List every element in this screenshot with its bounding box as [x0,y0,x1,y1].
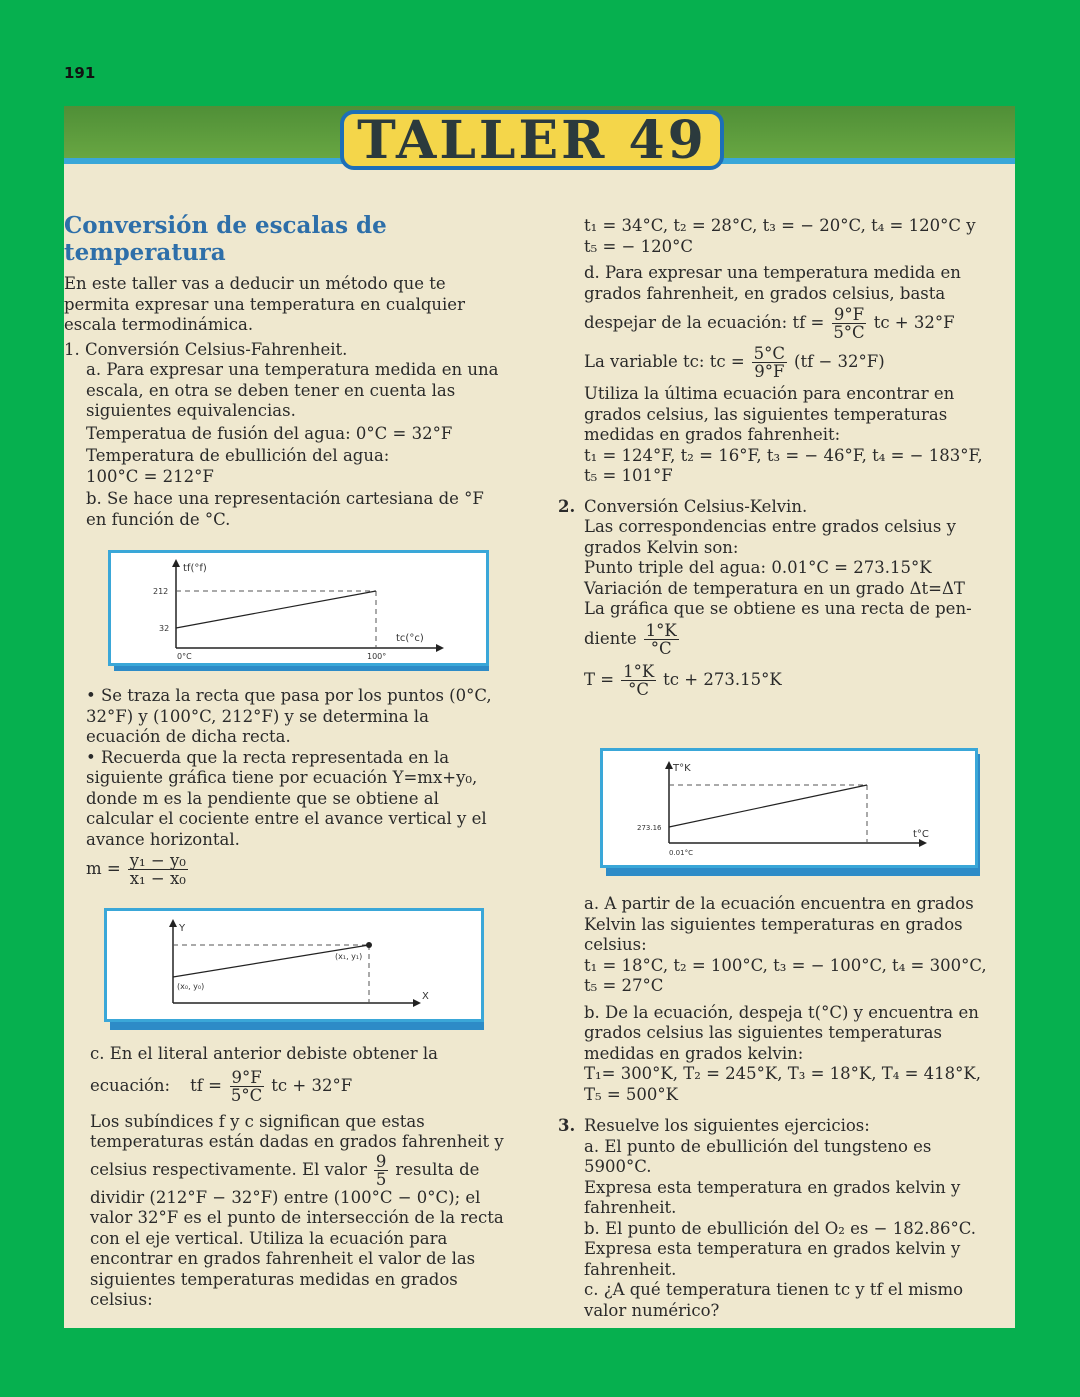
kelvin-equation [584,663,1000,698]
left-column [64,212,504,530]
left-column-2 [86,686,504,887]
graph2-x-arrow [413,999,421,1007]
s3-number: 3. [558,1116,576,1135]
s2-temps-b2: T₅ = 500°K [584,1084,679,1104]
d-eq-den: 5°C [833,323,865,342]
graph1-x-high: 100° [367,652,387,661]
s2-slope-den: °C [650,638,672,658]
s2-p3: Variación de temperatura en un grado Δt=ΔT [584,578,965,598]
s2-number: 2. [558,496,576,516]
s2-p1: Las correspondencias entre grados celsius y grados Kelvin son: [584,517,956,557]
var-den: 9°F [754,362,785,381]
graph-generic-line [104,908,484,1022]
s2-a: a. A partir de la ecuación encuentra en grados Kelvin las siguientes temperaturas en grados celsius: [584,894,974,954]
s2-p4: La gráfica que se obtiene es una recta de pen- [584,599,972,618]
graph-celsius-fahrenheit [108,550,489,666]
graph3-x-arrow [919,839,927,847]
title-badge [340,110,724,170]
s3-a1: a. El punto de ebullición del tungsteno es 5900°C. [584,1136,932,1176]
s3-a2: Expresa esta temperatura en grados kelvin y fahrenheit. [584,1177,961,1217]
s2-slope-fraction [644,622,679,657]
slope-kelvin [584,622,1000,657]
temps2-a: t₁ = 124°F, t₂ = 16°F, t₃ = − 46°F, t₄ = − 183°F, [584,445,983,465]
ratio-fraction [374,1153,389,1188]
s2-title: Conversión Celsius-Kelvin. [584,496,808,516]
var-label: La variable tc: tc = [584,352,745,372]
s3-b1: b. El punto de ebullición del O₂ es − 182.86°C. [584,1218,976,1238]
s3-b2: Expresa esta temperatura en grados kelvin y fahrenheit. [584,1239,961,1279]
slope-den: x₁ − x₀ [129,869,186,888]
s1-d: d. Para expresar una temperatura medida en grados fahrenheit, en grados celsius, basta [584,263,961,303]
graph2-p2: (x₁, y₁) [335,952,363,961]
ratio-text-a: celsius respectivamente. El valor [90,1159,367,1179]
c-eq-den: 5°C [230,1085,263,1105]
graph1-svg [111,553,486,663]
c-equation [90,1069,506,1104]
value-ratio-line [90,1153,506,1188]
section-heading: Conversión de escalas de temperatura [64,212,387,266]
graph1-x-zero: 0°C [177,652,192,661]
var-rhs: (tf − 32°F) [794,352,885,372]
graph3-x-label: t°C [913,829,929,840]
c-eq-label: ecuación: [90,1075,171,1095]
var-num: 5°C [753,344,786,363]
s3-title: Resuelve los siguientes ejercicios: [584,1116,870,1135]
graph2-y-arrow [169,919,177,927]
s2-b: b. De la ecuación, despeja t(°C) y encuentra en grados celsius las siguientes temperaturas medidas en grados kelvin: [584,1002,979,1063]
T-den: °C [628,679,650,699]
graph1-line [176,591,376,628]
s1-ebullicion-value: 100°C = 212°F [86,466,214,486]
graph3-line [669,785,867,827]
s2-slope-num: 1°K [645,620,677,640]
ratio-num: 9 [375,1151,387,1171]
s3-c: c. ¿A qué temperatura tienen tc y tf el mismo valor numérico? [584,1280,964,1320]
s2-temps-a2: t₅ = 27°C [584,976,664,995]
variable-equation [558,345,1000,380]
graph1-y-high: 212 [153,587,169,596]
ratio-den: 5 [375,1169,387,1189]
T-lhs: T = [584,669,615,689]
slope-formula [86,852,504,887]
graph-celsius-kelvin [600,748,978,868]
graph3-y-value: 273.16 [637,824,662,832]
s2-temps-a1: t₁ = 18°C, t₂ = 100°C, t₃ = − 100°C, t₄ = 300°C, [584,955,987,975]
graph2-point [366,942,372,948]
graph3-svg [603,751,975,865]
s2-p2: Punto triple del agua: 0.01°C = 273.15°K [584,558,932,577]
slope-fraction [128,852,188,887]
graph1-x-arrow [436,644,444,652]
s3-body [558,1116,1000,1321]
graph2-p1: (x₀, y₀) [177,982,205,991]
graph2-svg [107,911,481,1019]
right-column [558,216,1000,698]
page-title: TALLER 49 [357,110,707,171]
graph2-y-label: Y [179,923,186,934]
d-eq-num: 9°F [833,305,865,324]
worksheet-page [64,106,1015,1328]
T-rhs: tc + 273.15°K [663,669,782,689]
graph2-x-label: X [422,991,429,1002]
right-column-2 [584,894,1000,1105]
left-column-3 [90,1044,506,1311]
ratio-text-b: resulta de [395,1159,480,1179]
use-equation-text: Utiliza la última ecuación para encontrar en grados celsius, las siguientes temperaturas medidas en grados fahrenheit: [584,384,955,444]
graph2-line [173,945,369,977]
T-fraction [621,663,656,698]
temps1-b: t₅ = − 120°C [584,236,693,256]
var-fraction [752,345,787,380]
s2-temps-b1: T₁= 300°K, T₂ = 245°K, T₃ = 18°K, T₄ = 418°K, [584,1064,981,1083]
c-eq-num: 9°F [231,1067,262,1087]
s1-c-line: c. En el literal anterior debiste obtener la [90,1044,439,1063]
T-num: 1°K [623,661,655,681]
s2-slope-label: diente [584,628,637,648]
s1-bullet2: • Recuerda que la recta representada en la siguiente gráfica tiene por ecuación Y=mx+y₀, donde m es la pendiente que se obtiene al calcular el cociente entre el avance vertical y el avance horizontal. [86,747,487,849]
graph1-y-arrow [172,559,180,567]
temps1-a: t₁ = 34°C, t₂ = 28°C, t₃ = − 20°C, t₄ = 120°C y [584,216,976,235]
d-eq-label: despejar de la ecuación: tf = [584,313,825,333]
d-equation [558,306,1000,341]
d-eq-rhs: tc + 32°F [873,313,955,333]
divide-text: dividir (212°F − 32°F) entre (100°C − 0°C); el valor 32°F es el punto de intersección de la recta con el eje vertical. Utiliza la ecuación para encontrar en grados fahrenheit el valor de las siguientes temperaturas medidas en grados celsius: [90,1187,504,1309]
d-eq-fraction [831,306,866,341]
temps2-b: t₅ = 101°F [584,466,673,485]
graph3-x-value: 0.01°C [669,849,693,857]
section-3 [558,1116,1000,1321]
graph3-y-arrow [665,761,673,769]
slope-num: y₁ − y₀ [129,851,186,870]
c-eq-rhs: tc + 32°F [271,1075,353,1095]
page-number: 191 [64,64,96,82]
s1-ebullicion-label: Temperatura de ebullición del agua: [86,446,390,465]
graph1-x-label: tc(°c) [396,633,424,644]
c-eq-lhs: tf = [190,1075,222,1095]
section-2 [558,497,1000,698]
graph1-y-low: 32 [159,624,170,633]
graph3-y-label: T°K [673,763,691,774]
s1-fusion: Temperatua de fusión del agua: 0°C = 32°F [86,423,453,443]
slope-label: m = [86,859,121,879]
s1-b: b. Se hace una representación cartesiana de °F en función de °C. [86,489,484,529]
s1-title: 1. Conversión Celsius-Fahrenheit. [64,339,348,359]
s1-a: a. Para expresar una temperatura medida en una escala, en otra se deben tener en cuenta las siguientes equivalencias. [86,360,499,420]
c-eq-fraction [229,1069,264,1104]
subindices-text: Los subíndices f y c significan que estas temperaturas están dadas en grados fahrenheit y [90,1111,504,1151]
s1-bullet1: • Se traza la recta que pasa por los puntos (0°C, 32°F) y (100°C, 212°F) y se determina la ecuación de dicha recta. [86,686,492,746]
graph1-y-label: tf(°f) [183,563,207,574]
intro-text: En este taller vas a deducir un método que te permita expresar una temperatura en cualquier escala termodinámica. [64,274,465,334]
